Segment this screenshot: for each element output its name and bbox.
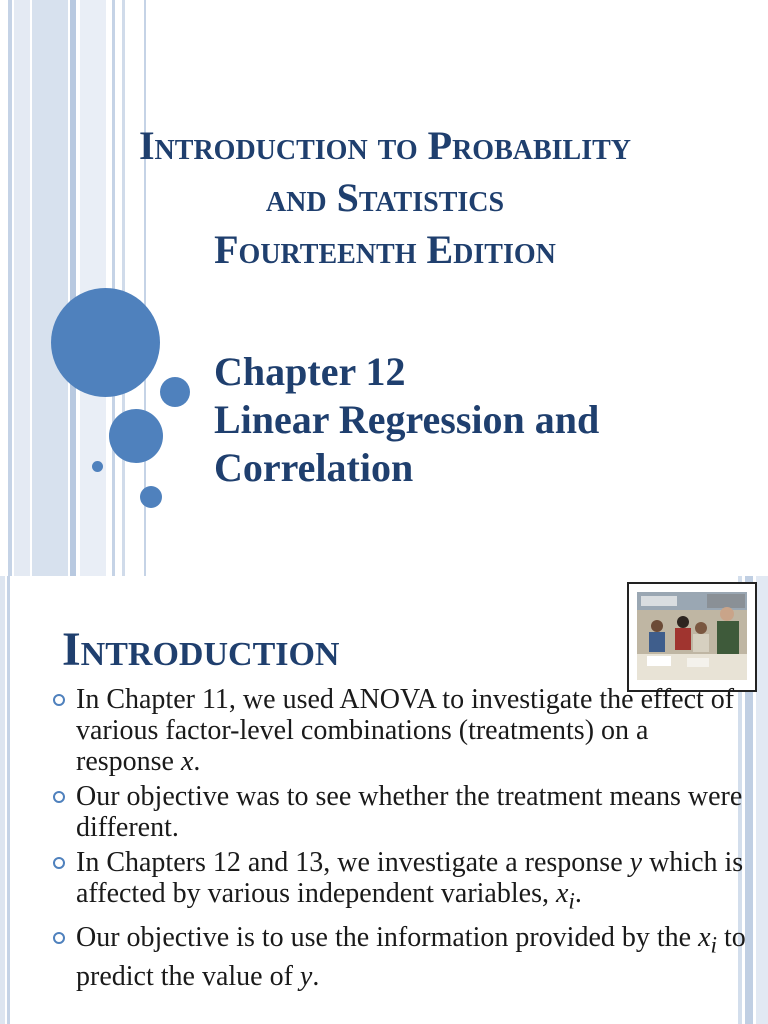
title-line: Introduction to Probability (138, 123, 632, 168)
decorative-stripe (122, 0, 125, 576)
bullet-text: In Chapter 11, we used ANOVA to investigate the effect of various factor-level combinations (treatments) on a response (76, 684, 735, 777)
decorative-stripe (70, 0, 76, 576)
decorative-stripe (756, 576, 768, 1024)
title-line: and Statistics (265, 175, 505, 220)
introduction-slide (0, 576, 768, 1024)
math-variable: y (629, 847, 643, 878)
bullet-text: . (312, 961, 320, 993)
bullet-list (50, 684, 750, 996)
classroom-photo (627, 582, 757, 692)
slide-heading: Introduction (62, 623, 340, 676)
bullet-ring-icon (53, 791, 65, 803)
subscript-text: i (710, 932, 718, 959)
bullet-item (50, 684, 750, 777)
small-circle-decoration (160, 377, 190, 407)
math-variable: x (555, 878, 569, 909)
bullet-item (50, 781, 750, 843)
classroom-illustration (637, 592, 747, 680)
math-variable: x (698, 921, 711, 953)
title-line: Fourteenth Edition (214, 227, 556, 272)
medium-circle-decoration (109, 409, 163, 463)
bullet-text: to predict the value of (76, 921, 746, 993)
large-circle-decoration (51, 288, 160, 397)
decorative-stripe (8, 0, 12, 576)
decorative-stripe (7, 576, 10, 1024)
dot-decoration (92, 461, 103, 472)
chapter-title-line: Correlation (214, 445, 414, 490)
bullet-ring-icon (53, 857, 65, 869)
bullet-text: . (193, 746, 201, 777)
math-variable: x (180, 746, 194, 777)
decorative-stripe (14, 0, 30, 576)
bullet-text: Our objective was to see whether the treatment means were different. (76, 781, 743, 843)
bullet-ring-icon (53, 932, 65, 944)
chapter-number: Chapter 12 (214, 349, 406, 394)
bullet-item (50, 922, 750, 993)
subscript-text: i (568, 888, 575, 915)
classroom-photo-icon (637, 592, 747, 680)
bullet-text: In Chapters 12 and 13, we investigate a response (76, 847, 630, 878)
chapter-heading (214, 348, 599, 492)
bullet-ring-icon (53, 694, 65, 706)
small-circle-decoration (140, 486, 162, 508)
bullet-text: . (574, 878, 582, 909)
bullet-text: Our objective is to use the information provided by the (76, 921, 699, 953)
bullet-text: which is affected by various independent variables, (76, 847, 744, 909)
bullet-item (50, 847, 750, 918)
math-variable: y (299, 961, 313, 993)
presentation-title (40, 120, 730, 276)
chapter-title-line: Linear Regression and (214, 397, 600, 442)
decorative-stripe (0, 576, 5, 1024)
decorative-stripe (32, 0, 68, 576)
